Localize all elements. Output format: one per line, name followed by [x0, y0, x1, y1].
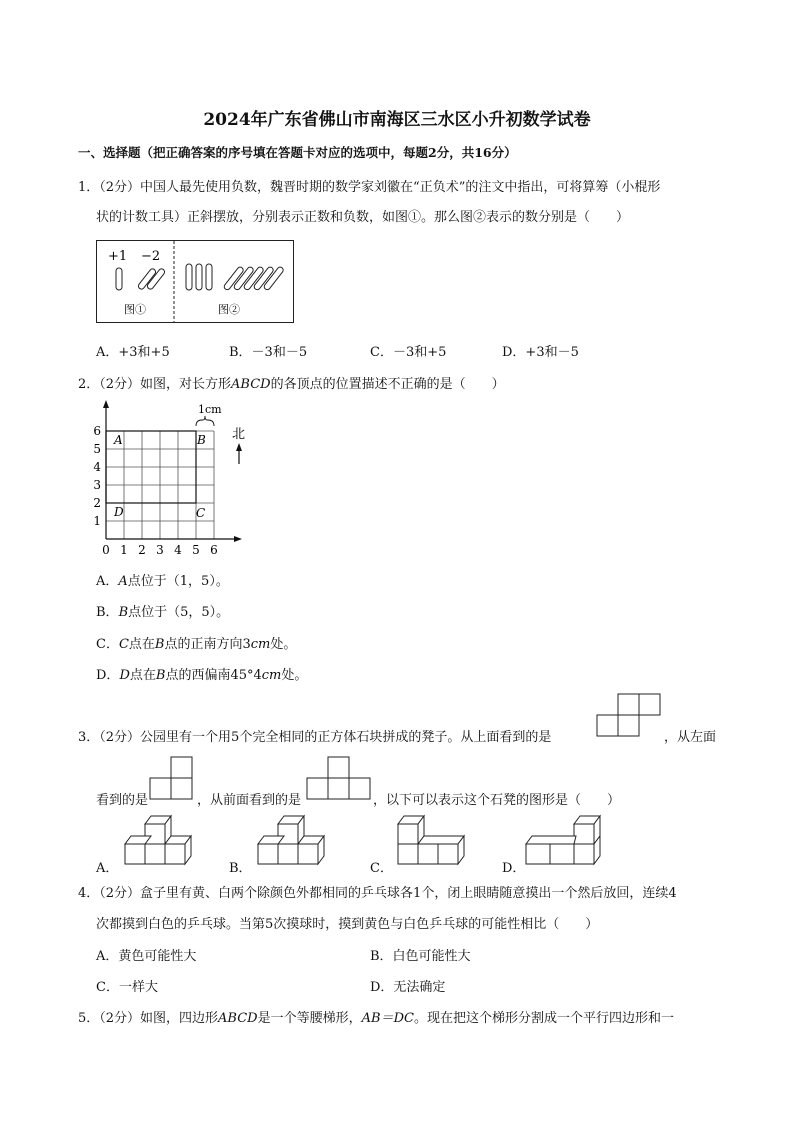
q2-option-a[interactable]: A．A点位于（1，5）。 [96, 574, 229, 589]
x-tick: 1 [120, 543, 128, 557]
q4-option-c[interactable]: C．一样大 [96, 980, 158, 995]
question-3-line1: 3．（2分）公园里有一个用5个完全相同的正方体石块拼成的凳子。从上面看到的是 [78, 730, 552, 745]
q1-option-b[interactable]: B．－3和－5 [229, 345, 308, 360]
q2-option-b[interactable]: B．B点位于（5，5）。 [96, 605, 230, 620]
q3-option-a-cubes [117, 812, 199, 870]
negative-two-label: −2 [141, 249, 161, 264]
x-tick: 0 [102, 543, 110, 557]
vertical-rod [116, 268, 122, 290]
slanted-rods-fig2 [223, 266, 284, 291]
q4-option-a[interactable]: A．黄色可能性大 [96, 949, 197, 964]
x-tick: 6 [210, 543, 218, 557]
point-c-label: C [196, 506, 206, 520]
q3-option-b[interactable]: B． [229, 861, 252, 876]
section-heading: 一、选择题（把正确答案的序号填在答题卡对应的选项中，每题2分，共16分） [78, 145, 517, 160]
q2-option-c[interactable]: C．C点在B点的正南方向3cm处。 [96, 637, 297, 652]
q1-option-c[interactable]: C．－3和+5 [370, 345, 447, 360]
y-axis-ticks [93, 424, 101, 528]
x-tick: 3 [156, 543, 164, 557]
slanted-rods-fig1 [137, 268, 166, 291]
question-5-line1: 5．（2分）如图，四边形ABCD是一个等腰梯形，AB＝DC。现在把这个梯形分割成一个平行四边形和一 [78, 1011, 674, 1026]
question-1-figure [96, 240, 294, 324]
q3-option-d-cubes [522, 812, 608, 870]
q3-option-a[interactable]: A． [96, 861, 119, 876]
figure-1-caption: 图① [124, 303, 146, 316]
x-tick: 2 [138, 543, 146, 557]
q4-option-b[interactable]: B．白色可能性大 [370, 949, 471, 964]
question-3-line1-tail: ，从左面 [664, 730, 717, 745]
q2-option-d[interactable]: D．D点在B点的西偏南45°4cm处。 [96, 668, 308, 683]
question-2-stem: 2．（2分）如图，对长方形ABCD的各顶点的位置描述不正确的是（ ） [78, 377, 505, 392]
question-4-line2: 次都摸到白色的乒乓球。当第5次摸球时，摸到黄色与白色乒乓球的可能性相比（ ） [96, 917, 599, 932]
x-tick: 5 [192, 543, 200, 557]
y-tick: 6 [93, 424, 101, 438]
y-tick: 2 [93, 496, 101, 510]
question-1-line2: 状的计数工具）正斜摆放，分别表示正数和负数，如图①。那么图②表示的数分别是（ ） [96, 210, 630, 225]
figure-2-caption: 图② [218, 303, 240, 316]
coordinate-grid [88, 398, 258, 558]
positive-one-label: +1 [108, 249, 128, 264]
x-axis-ticks [102, 543, 218, 557]
page-title: 2024年广东省佛山市南海区三水区小升初数学试卷 [203, 110, 591, 130]
y-tick: 1 [93, 514, 101, 528]
q4-option-d[interactable]: D．无法确定 [370, 980, 446, 995]
front-view-figure [306, 756, 374, 802]
point-b-label: B [197, 433, 206, 447]
question-3-line2c: ，以下可以表示这个石凳的图形是（ ） [373, 793, 621, 808]
x-tick: 4 [174, 543, 182, 557]
point-a-label: A [114, 433, 123, 447]
north-arrow-icon [236, 443, 242, 451]
question-3-line2b: ，从前面看到的是 [197, 793, 302, 808]
q3-option-d[interactable]: D． [502, 861, 526, 876]
vertical-rods-fig2 [186, 264, 212, 290]
question-3-line2a: 看到的是 [96, 793, 149, 808]
question-4-line1: 4．（2分）盒子里有黄、白两个除颜色外都相同的乒乓球各1个，闭上眼睛随意摸出一个然后放回，连续4 [78, 886, 677, 901]
left-view-figure [149, 756, 195, 802]
q1-option-a[interactable]: A．+3和+5 [96, 345, 170, 360]
y-tick: 4 [93, 460, 101, 474]
q1-option-d[interactable]: D．+3和－5 [502, 345, 579, 360]
scale-label: 1cm [198, 403, 222, 416]
y-tick: 5 [93, 442, 101, 456]
q3-option-c[interactable]: C． [370, 861, 393, 876]
q3-option-c-cubes [390, 812, 472, 870]
y-tick: 3 [93, 478, 101, 492]
point-d-label: D [114, 505, 124, 519]
q3-option-b-cubes [250, 812, 332, 870]
north-label: 北 [232, 427, 246, 442]
top-view-figure [596, 693, 662, 739]
question-1-line1: 1．（2分）中国人最先使用负数，魏晋时期的数学家刘徽在“正负术”的注文中指出，可将算筹（小棍形 [78, 180, 661, 195]
